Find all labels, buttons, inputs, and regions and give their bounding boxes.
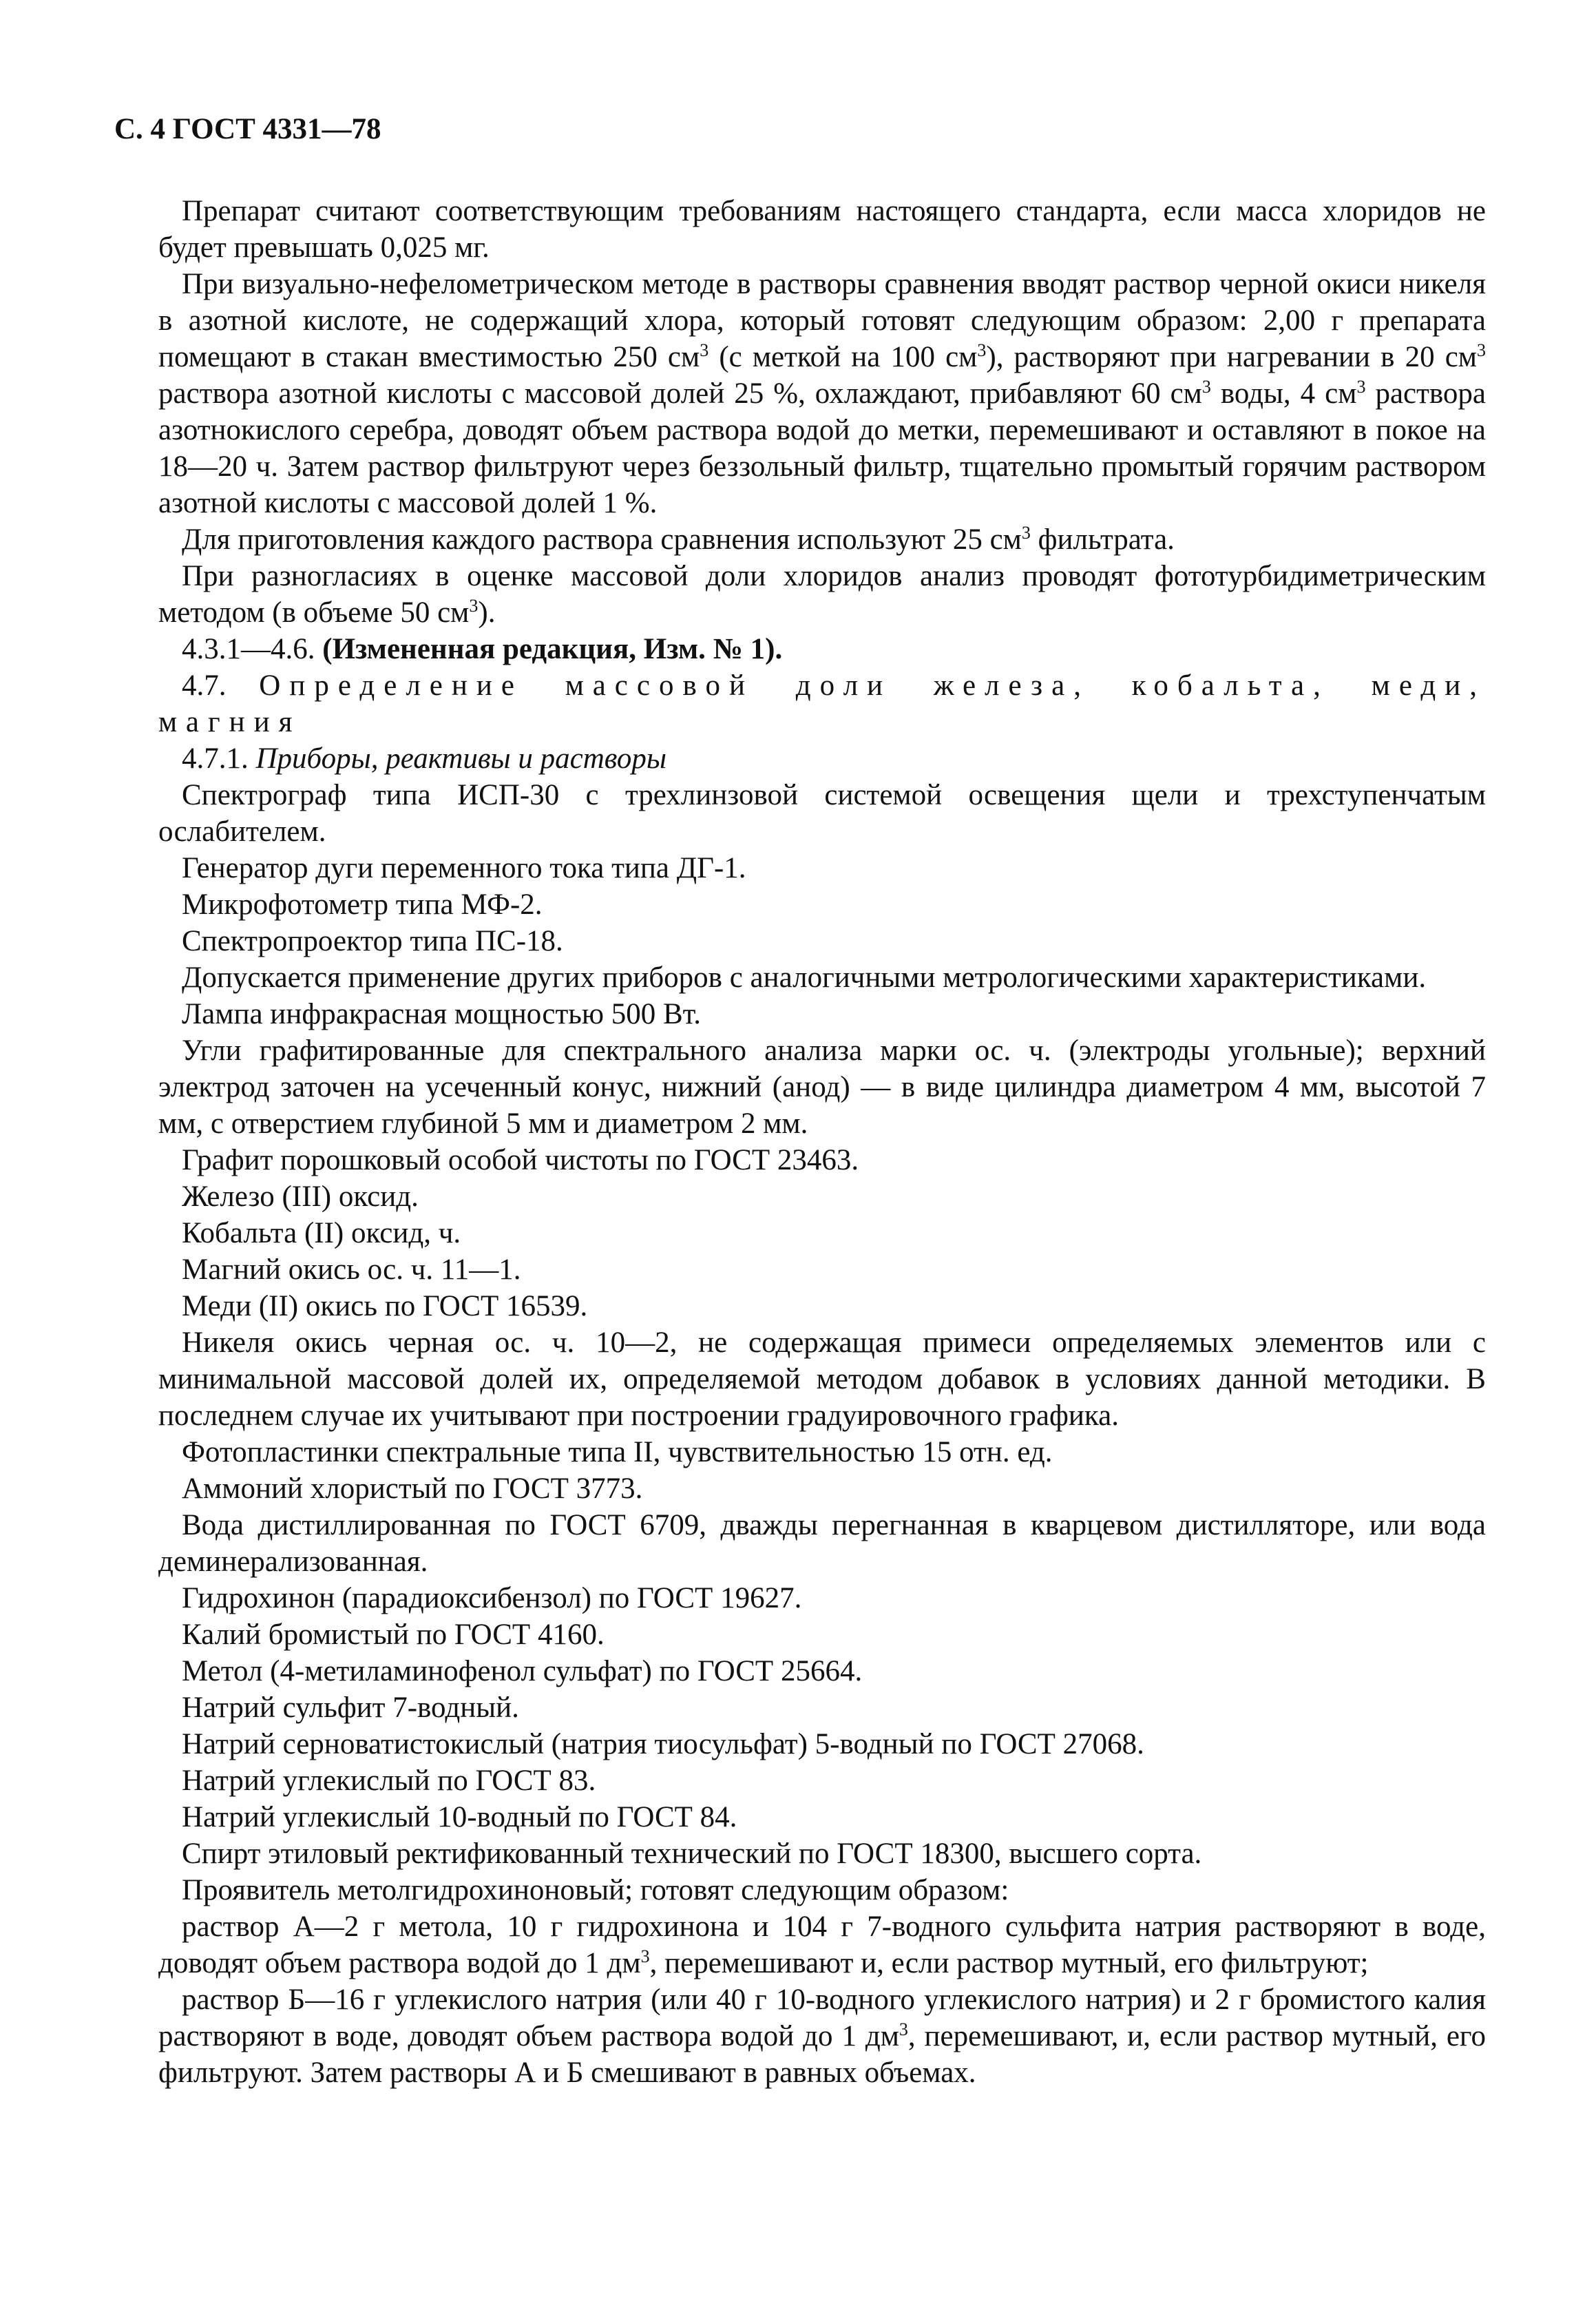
list-item: Фотопластинки спектральные типа II, чувствительностью 15 отн. ед. xyxy=(182,1436,1053,1468)
list-item: Допускается применение других приборов с аналогичными метрологическими характеристиками. xyxy=(182,961,1427,994)
list-item: Натрий серноватистокислый (натрия тиосульфат) 5-водный по ГОСТ 27068. xyxy=(182,1728,1144,1760)
paragraph-amendment-note: 4.3.1—4.6. (Измененная редакция, Изм. № 1). xyxy=(182,633,783,665)
list-item: Аммоний хлористый по ГОСТ 3773. xyxy=(182,1473,643,1505)
paragraph-chloride-mass: Препарат считают соответствующим требованиям настоящего стандарта, если масса хлоридов не будет превышать 0,025 мг. xyxy=(158,195,1486,264)
paragraph-solution-a: раствор А—2 г метола, 10 г гидрохинона и 104 г 7-водного сульфита натрия растворяют в воде, доводят объем раствора водой до 1 $дм^3$, перемешивают и, если раствор мутный, его фильтруют; xyxy=(158,1911,1486,1979)
list-item: Метол (4-метиламинофенол сульфат) по ГОСТ 25664. xyxy=(182,1655,863,1687)
amendment-note: (Измененная редакция, Изм. № 1). xyxy=(322,633,783,665)
list-item: Железо (III) оксид. xyxy=(182,1180,419,1213)
list-item: Натрий сульфит 7-водный. xyxy=(182,1692,519,1724)
list-item: Проявитель метолгидрохиноновый; готовят следующим образом: xyxy=(182,1874,1009,1906)
paragraph-solution-b: раствор Б—16 г углекислого натрия (или 40 г 10-водного углекислого натрия) и 2 г бромистого калия растворяют в воде, доводят объем раствора водой до 1 $дм^3$, перемешивают, и, если раствор мутный, его фильтруют. Затем растворы А и Б смешивают в равных объемах. xyxy=(158,1984,1486,2089)
paragraph-nephelometric-method: При визуально-нефелометрическом методе в растворы сравнения вводят раствор черной окиси никеля в азотной кислоте, не содержащий хлора, который готовят следующим образом: 2,00 г препарата помещают в стакан вместимостью 250 $см^3$ (с меткой на 100 $см^3$), растворяют при нагревании в 20 $см^3$ раствора азотной кислоты с массовой долей 25 %, охлаждают, прибавляют 60 $см^3$ воды, 4 $см^3$ раствора азотнокислого серебра, доводят объем раствора водой до метки, перемешивают и оставляют в покое на 18—20 ч. Затем раствор фильтруют через беззольный фильтр, тщательно промытый горячим раствором азотной кислоты с массовой долей 1 %. xyxy=(158,268,1486,519)
list-item: Меди (II) окись по ГОСТ 16539. xyxy=(182,1290,588,1322)
list-item: Спектрограф типа ИСП-30 с трехлинзовой системой освещения щели и трехступенчатым ослабителем. xyxy=(158,779,1486,848)
section-heading-4-7: 4.7. Определение массовой доли железа, кобальта, меди, магния xyxy=(158,669,1487,738)
list-item: Графит порошковый особой чистоты по ГОСТ 23463. xyxy=(182,1144,859,1176)
list-item: Кобальта (II) оксид, ч. xyxy=(182,1217,461,1249)
list-item: Магний окись ос. ч. 11—1. xyxy=(182,1253,521,1286)
list-item: Генератор дуги переменного тока типа ДГ-1. xyxy=(182,852,746,884)
list-item: Лампа инфракрасная мощностью 500 Вт. xyxy=(182,998,701,1030)
paragraph-filtrate: Для приготовления каждого раствора сравнения используют 25 $см^3$ фильтрата. xyxy=(182,523,1175,556)
list-item: Гидрохинон (парадиоксибензол) по ГОСТ 19627. xyxy=(182,1582,802,1614)
document-body xyxy=(158,193,1486,2091)
list-item: Спектропроектор типа ПС-18. xyxy=(182,925,563,957)
list-item: Вода дистиллированная по ГОСТ 6709, дважды перегнанная в кварцевом дистилляторе, или вода деминерализованная. xyxy=(158,1509,1486,1578)
list-item: Калий бромистый по ГОСТ 4160. xyxy=(182,1619,605,1651)
reagent-list xyxy=(158,777,1486,1908)
list-item: Микрофотометр типа МФ-2. xyxy=(182,888,543,921)
paragraph-disagreement: При разногласиях в оценке массовой доли хлоридов анализ проводят фототурбидиметрическим методом (в объеме 50 $см^3$). xyxy=(158,560,1486,629)
subsection-heading-4-7-1: 4.7.1. Приборы, реактивы и растворы xyxy=(182,742,666,775)
section-title-spaced: Определение массовой доли железа, кобальта, меди, магния xyxy=(158,669,1487,738)
list-item: Угли графитированные для спектрального анализа марки ос. ч. (электроды угольные); верхний электрод заточен на усеченный конус, нижний (анод) — в виде цилиндра диаметром 4 мм, высотой 7 мм, с отверстием глубиной 5 мм и диаметром 2 мм. xyxy=(158,1034,1486,1140)
list-item: Натрий углекислый по ГОСТ 83. xyxy=(182,1765,596,1797)
list-item: Натрий углекислый 10-водный по ГОСТ 84. xyxy=(182,1801,737,1833)
list-item: Никеля окись черная ос. ч. 10—2, не содержащая примеси определяемых элементов или с минимальной массовой долей их, определяемой методом добавок в условиях данной методики. В последнем случае их учитывают при построении градуировочного графика. xyxy=(158,1326,1486,1432)
subsection-title-italic: Приборы, реактивы и растворы xyxy=(255,742,666,775)
page-header: С. 4 ГОСТ 4331—78 xyxy=(114,113,381,145)
list-item: Спирт этиловый ректификованный технический по ГОСТ 18300, высшего сорта. xyxy=(182,1838,1202,1870)
